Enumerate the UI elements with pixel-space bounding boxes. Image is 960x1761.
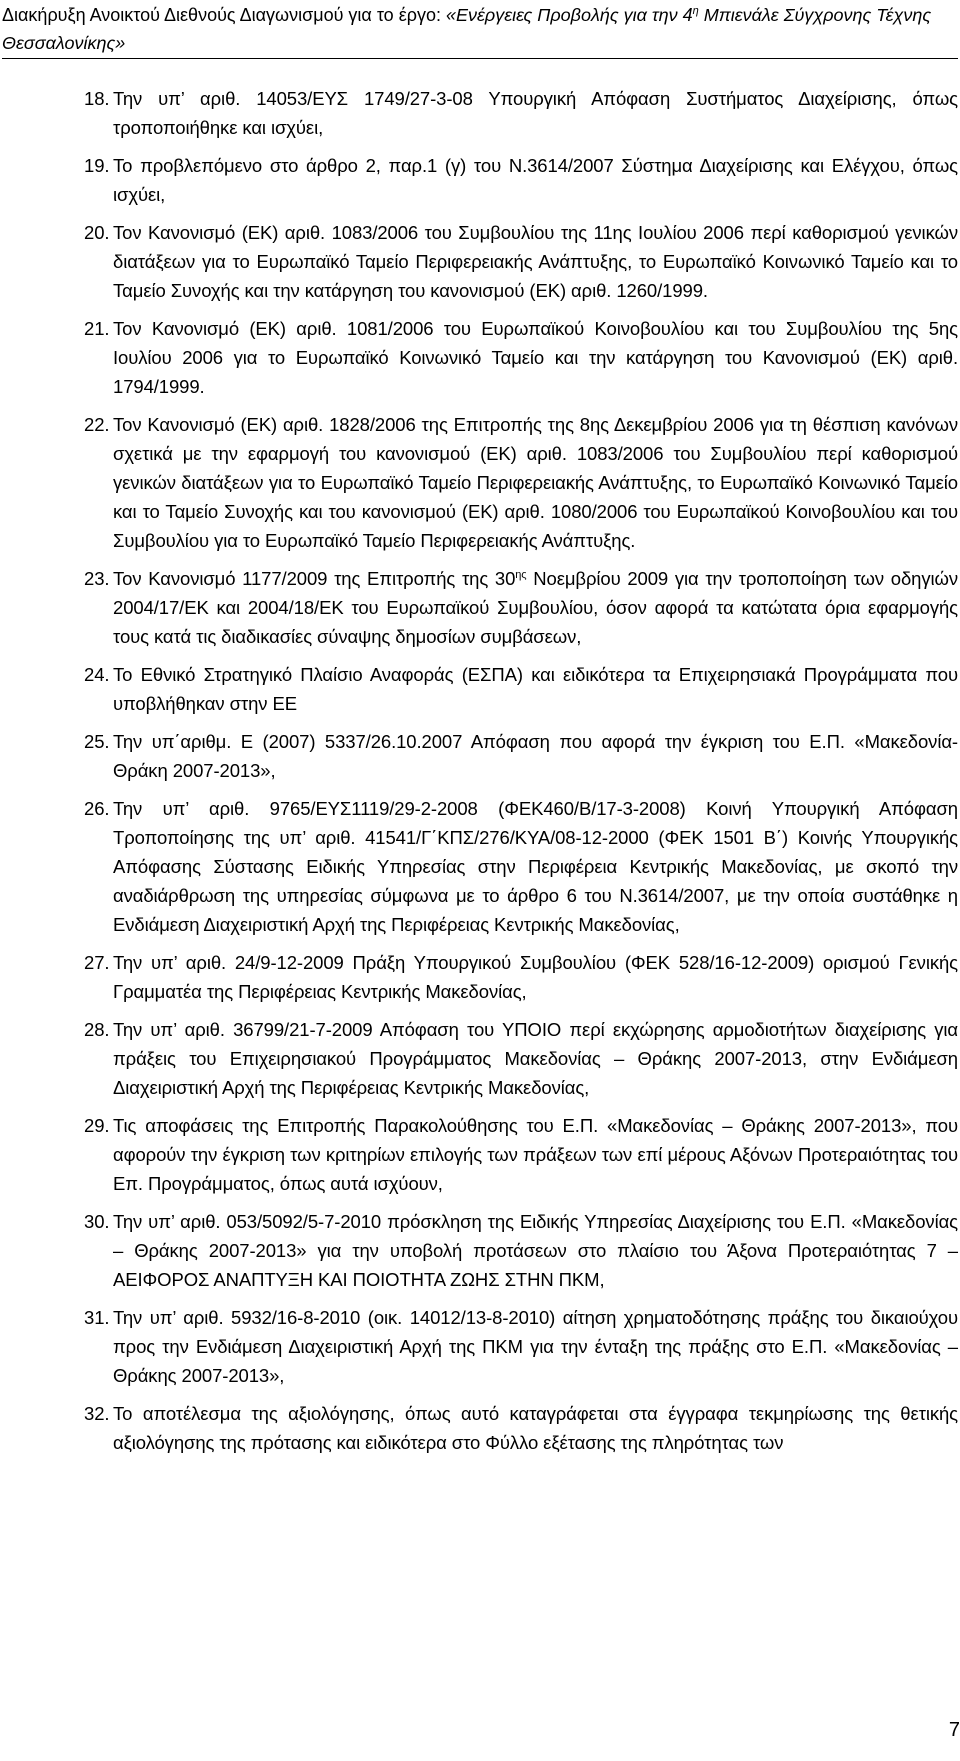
item-number: 26. — [84, 798, 110, 819]
list-item-22 — [84, 410, 958, 555]
list-item-32 — [84, 1399, 958, 1457]
item-number: 18. — [84, 88, 110, 109]
item-number: 31. — [84, 1307, 110, 1328]
list-item-19 — [84, 151, 958, 209]
header-text: Διακήρυξη Ανοικτού Διεθνούς Διαγωνισμού για το έργο: — [2, 5, 446, 25]
item-text: Την υπ’ αριθ. 9765/ΕΥΣ1119/29-2-2008 (ΦΕΚ460/Β/17-3-2008) Κοινή Υπουργική Απόφαση Τροποποίησης της υπ’ αριθ. 41541/Γ΄ΚΠΣ/276/ΚΥΑ/08-12-2000 (ΦΕΚ 1501 Β΄) Κοινής Υπουργικής Απόφασης Σύστασης Ειδικής Υπηρεσίας στην Περιφέρεια Κεντρικής Μακεδονίας, με σκοπό την αναδιάρθρωση της υπηρεσίας σύμφωνα με το άρθρο 6 του Ν.3614/2007, με την οποία συστάθηκε η Ενδιάμεση Διαχειριστική Αρχή της Περιφέρειας Κεντρικής Μακεδονίας, — [113, 798, 958, 935]
item-text: Τον Κανονισμό (ΕΚ) αριθ. 1828/2006 της Επιτροπής της 8ης Δεκεμβρίου 2006 για τη θέσπιση κανόνων σχετικά με την εφαρμογή του κανονισμού (ΕΚ) αριθ. 1083/2006 του Συμβουλίου περί καθορισμού γενικών διατάξεων για το Ευρωπαϊκό Ταμείο Περιφερειακής Ανάπτυξης, το Ευρωπαϊκό Κοινωνικό Ταμείο και το Ταμείο Συνοχής και του κανονισμού (ΕΚ) αριθ. 1080/2006 του Ευρωπαϊκού Κοινοβουλίου και του Συμβουλίου για το Ευρωπαϊκό Ταμείο Περιφερειακής Ανάπτυξης. — [113, 414, 958, 551]
item-number: 24. — [84, 664, 110, 685]
list-item-18 — [84, 84, 958, 142]
item-number: 32. — [84, 1403, 110, 1424]
list-item-29 — [84, 1111, 958, 1198]
item-superscript: ης — [515, 568, 527, 581]
page-number: 7 — [948, 1719, 960, 1741]
list-item-23 — [84, 564, 958, 651]
item-number: 20. — [84, 222, 110, 243]
list-item-20 — [84, 218, 958, 305]
list-item-28 — [84, 1015, 958, 1102]
header-superscript: η — [692, 5, 699, 17]
item-text: Την υπ΄αριθμ. Ε (2007) 5337/26.10.2007 Απόφαση που αφορά την έγκριση του Ε.Π. «Μακεδονία-Θράκη 2007-2013», — [113, 731, 958, 781]
item-text: Τον Κανονισμό (ΕΚ) αριθ. 1081/2006 του Ευρωπαϊκού Κοινοβουλίου και του Συμβουλίου της 5ης Ιουλίου 2006 για το Ευρωπαϊκό Κοινωνικό Ταμείο και την κατάργηση του Κανονισμού (ΕΚ) αριθ. 1794/1999. — [113, 318, 958, 397]
item-text: Το προβλεπόμενο στο άρθρο 2, παρ.1 (γ) του Ν.3614/2007 Σύστημα Διαχείρισης και Ελέγχου, όπως ισχύει, — [113, 155, 958, 205]
item-text-end: Νοεμβρίου 2009 για την τροποποίηση των οδηγιών 2004/17/ΕΚ και 2004/18/ΕΚ του Ευρωπαϊκού Συμβουλίου, όσον αφορά τα κατώτατα όρια εφαρμογής τους κατά τις διαδικασίες σύναψης δημοσίων συμβάσεων, — [113, 568, 958, 647]
list-item-31 — [84, 1303, 958, 1390]
item-number: 30. — [84, 1211, 110, 1232]
item-text: Την υπ’ αριθ. 053/5092/5-7-2010 πρόσκληση της Ειδικής Υπηρεσίας Διαχείρισης του Ε.Π. «Μακεδονίας – Θράκης 2007-2013» για την υποβολή προτάσεων στο πλαίσιο του Άξονα Προτεραιότητας 7 – ΑΕΙΦΟΡΟΣ ΑΝΑΠΤΥΞΗ ΚΑΙ ΠΟΙΟΤΗΤΑ ΖΩΗΣ ΣΤΗΝ ΠΚΜ, — [113, 1211, 958, 1290]
item-text: Την υπ’ αριθ. 24/9-12-2009 Πράξη Υπουργικού Συμβουλίου (ΦΕΚ 528/16-12-2009) ορισμού Γενικής Γραμματέα της Περιφέρειας Κεντρικής Μακεδονίας, — [113, 952, 958, 1002]
list-item-24 — [84, 660, 958, 718]
item-text: Τις αποφάσεις της Επιτροπής Παρακολούθησης του Ε.Π. «Μακεδονίας – Θράκης 2007-2013», που αφορούν την έγκριση των κριτηρίων επιλογής των πράξεων των επί μέρους Αξόνων Προτεραιότητας του Επ. Προγράμματος, όπως αυτά ισχύουν, — [113, 1115, 958, 1194]
item-text: Τον Κανονισμό (ΕΚ) αριθ. 1083/2006 του Συμβουλίου της 11ης Ιουλίου 2006 περί καθορισμού γενικών διατάξεων για το Ευρωπαϊκό Ταμείο Περιφερειακής Ανάπτυξης, το Ευρωπαϊκό Κοινωνικό Ταμείο και το Ταμείο Συνοχής και την κατάργηση του κανονισμού (ΕΚ) αριθ. 1260/1999. — [113, 222, 958, 301]
item-text: Την υπ’ αριθ. 5932/16-8-2010 (οικ. 14012/13-8-2010) αίτηση χρηματοδότησης πράξης του δικαιούχου προς την Ενδιάμεση Διαχειριστική Αρχή της ΠΚΜ για την ένταξη της πράξης στο Ε.Π. «Μακεδονίας – Θράκης 2007-2013», — [113, 1307, 958, 1386]
item-text-start: Τον Κανονισμό 1177/2009 της Επιτροπής της 30 — [113, 568, 516, 589]
item-number: 27. — [84, 952, 110, 973]
item-text: Την υπ’ αριθ. 14053/ΕΥΣ 1749/27-3-08 Υπουργική Απόφαση Συστήματος Διαχείρισης, όπως τροποποιήθηκε και ισχύει, — [113, 88, 958, 138]
list-item-30 — [84, 1207, 958, 1294]
header-project-title: «Ενέργειες Προβολής για την $4^\eta$ Μπιενάλε Σύγχρονης Τέχνης Θεσσαλονίκης» — [2, 5, 932, 53]
item-number: 19. — [84, 155, 110, 176]
item-number: 29. — [84, 1115, 110, 1136]
item-text: Το αποτέλεσμα της αξιολόγησης, όπως αυτό καταγράφεται στα έγγραφα τεκμηρίωσης της θετικής αξιολόγησης της πρότασης και ειδικότερα στο Φύλλο εξέτασης της πληρότητας των — [113, 1403, 958, 1453]
item-text: Την υπ’ αριθ. 36799/21-7-2009 Απόφαση του ΥΠΟΙΟ περί εκχώρησης αρμοδιοτήτων διαχείρισης για πράξεις του Επιχειρησιακού Προγράμματος Μακεδονίας – Θράκης 2007-2013, στην Ενδιάμεση Διαχειριστική Αρχή της Περιφέρειας Κεντρικής Μακεδονίας, — [113, 1019, 958, 1098]
item-number: 22. — [84, 414, 110, 435]
item-number: 21. — [84, 318, 110, 339]
item-number: 23. — [84, 568, 110, 589]
item-text: Το Εθνικό Στρατηγικό Πλαίσιο Αναφοράς (ΕΣΠΑ) και ειδικότερα τα Επιχειρησιακά Προγράμματα που υποβλήθηκαν στην ΕΕ — [113, 664, 958, 714]
list-item-26 — [84, 794, 958, 939]
page-header — [2, 0, 958, 59]
item-number: 28. — [84, 1019, 110, 1040]
list-item-25 — [84, 727, 958, 785]
numbered-list — [84, 84, 958, 1466]
list-item-27 — [84, 948, 958, 1006]
list-item-21 — [84, 314, 958, 401]
item-number: 25. — [84, 731, 110, 752]
